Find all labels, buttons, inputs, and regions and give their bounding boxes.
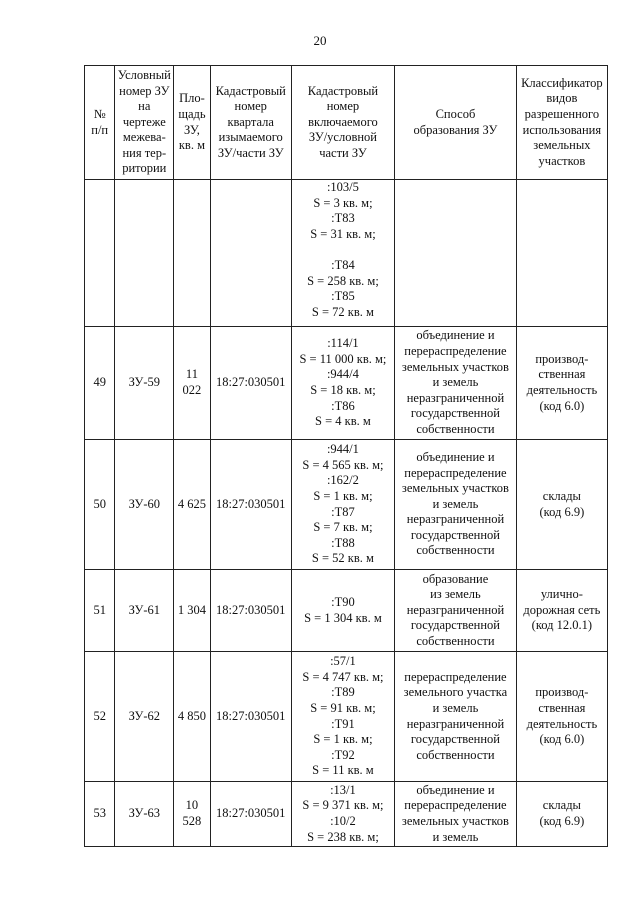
cell-quarter: 18:27:030501: [210, 652, 291, 782]
header-number: № п/п: [85, 66, 115, 180]
cell-use: склады (код 6.9): [516, 440, 607, 570]
header-method: Способ образования ЗУ: [395, 66, 517, 180]
cell-area: 11 022: [174, 327, 210, 440]
cell-plot-id: ЗУ-59: [115, 327, 174, 440]
cell-area: 10 528: [174, 782, 210, 847]
table-row: [85, 570, 608, 652]
cell-use: производ- ственная деятельность (код 6.0): [516, 652, 607, 782]
table-header-row: [85, 66, 608, 180]
table-row-continuation: [85, 180, 608, 327]
cell-number: 49: [85, 327, 115, 440]
header-quarter: Кадастровый номер квартала изымаемого ЗУ/части ЗУ: [210, 66, 291, 180]
table-row: [85, 327, 608, 440]
cell-number: 51: [85, 570, 115, 652]
cell-use: производ- ственная деятельность (код 6.0): [516, 327, 607, 440]
cell-quarter: 18:27:030501: [210, 440, 291, 570]
cell-quarter: 18:27:030501: [210, 570, 291, 652]
cell-method: образование из земель неразграниченной государственной собственности: [395, 570, 517, 652]
cell-included: :Т90 S = 1 304 кв. м: [291, 570, 394, 652]
cell-number: 52: [85, 652, 115, 782]
cell-method: объединение и перераспределение земельных участков и земель неразграниченной государственной собственности: [395, 327, 517, 440]
cell-plot-id: ЗУ-60: [115, 440, 174, 570]
page-number: 20: [313, 33, 327, 48]
cell-quarter: 18:27:030501: [210, 327, 291, 440]
table-row: [85, 782, 608, 847]
cell-plot-id: ЗУ-61: [115, 570, 174, 652]
table-row: [85, 440, 608, 570]
header-plot-id: Условный номер ЗУ на чертеже межева- ния тер- ритории: [115, 66, 174, 180]
header-use: Классификатор видов разрешенного использования земельных участков: [516, 66, 607, 180]
header-included: Кадастровый номер включаемого ЗУ/условной части ЗУ: [291, 66, 394, 180]
cell-included: :57/1 S = 4 747 кв. м; :Т89 S = 91 кв. м; :Т91 S = 1 кв. м; :Т92 S = 11 кв. м: [291, 652, 394, 782]
cell-empty: [210, 180, 291, 327]
cell-area: 1 304: [174, 570, 210, 652]
cell-number: 50: [85, 440, 115, 570]
cell-empty: [395, 180, 517, 327]
cell-method: объединение и перераспределение земельных участков и земель: [395, 782, 517, 847]
cell-number: 53: [85, 782, 115, 847]
cell-included: :13/1 S = 9 371 кв. м; :10/2 S = 238 кв. м;: [291, 782, 394, 847]
cell-use: склады (код 6.9): [516, 782, 607, 847]
cell-empty: [85, 180, 115, 327]
cell-plot-id: ЗУ-62: [115, 652, 174, 782]
cell-empty: [516, 180, 607, 327]
cell-included: :114/1 S = 11 000 кв. м; :944/4 S = 18 кв. м; :Т86 S = 4 кв. м: [291, 327, 394, 440]
cell-method: объединение и перераспределение земельных участков и земель неразграниченной государственной собственности: [395, 440, 517, 570]
cell-quarter: 18:27:030501: [210, 782, 291, 847]
header-area: Пло- щадь ЗУ, кв. м: [174, 66, 210, 180]
cell-included: :944/1 S = 4 565 кв. м; :162/2 S = 1 кв. м; :Т87 S = 7 кв. м; :Т88 S = 52 кв. м: [291, 440, 394, 570]
cell-area: 4 850: [174, 652, 210, 782]
cell-empty: [174, 180, 210, 327]
cell-method: перераспределение земельного участка и земель неразграниченной государственной собственности: [395, 652, 517, 782]
land-plots-table: [84, 65, 608, 847]
cell-included: :103/5 S = 3 кв. м; :Т83 S = 31 кв. м; :Т84 S = 258 кв. м; :Т85 S = 72 кв. м: [291, 180, 394, 327]
cell-area: 4 625: [174, 440, 210, 570]
cell-plot-id: ЗУ-63: [115, 782, 174, 847]
cell-empty: [115, 180, 174, 327]
cell-use: улично- дорожная сеть (код 12.0.1): [516, 570, 607, 652]
table-row: [85, 652, 608, 782]
